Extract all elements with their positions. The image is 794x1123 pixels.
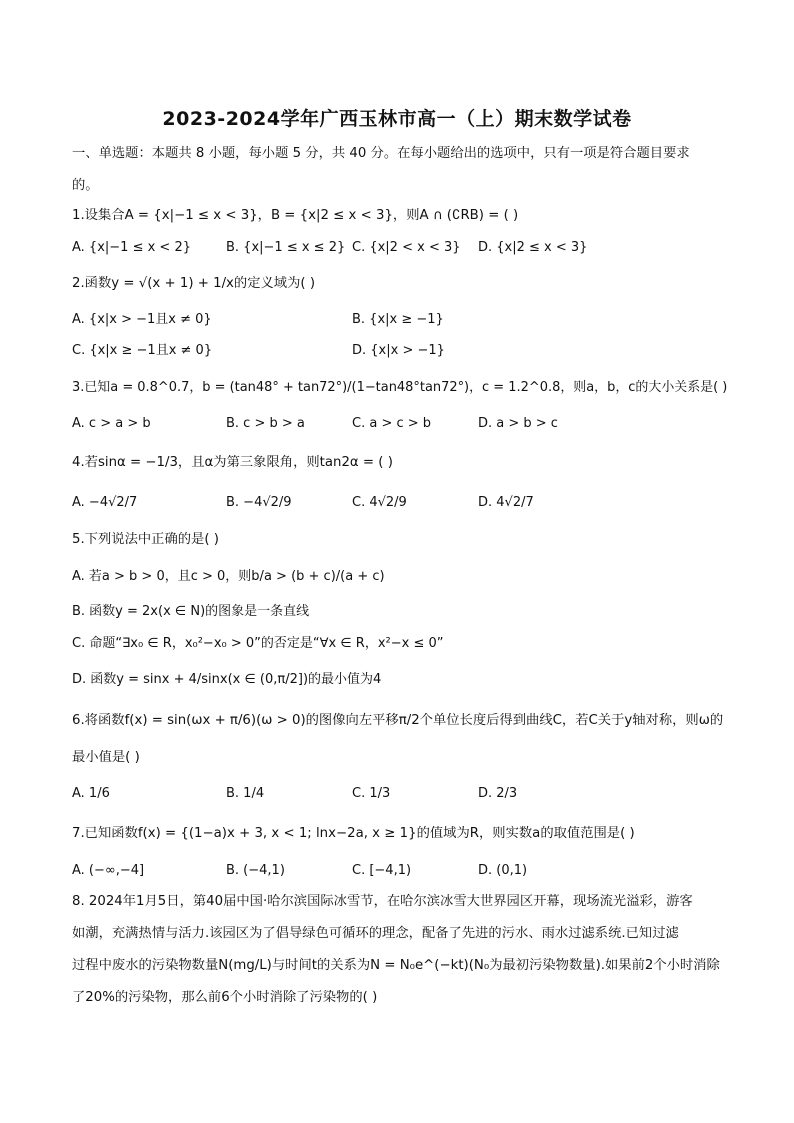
question-7-option-a: A. (−∞,−4] xyxy=(72,863,145,878)
question-8-stem-line-1: 8. 2024年1月5日，第40届中国·哈尔滨国际冰雪节，在哈尔滨冰雪大世界园区开幕，现场流光溢彩，游客 xyxy=(72,894,693,909)
question-4-option-a: A. −4√2/7 xyxy=(72,495,138,510)
question-3-option-c: C. a > c > b xyxy=(352,416,432,431)
question-8-stem-line-3: 过程中废水的污染物数量N(mg/L)与时间t的关系为N = N₀e^(−kt)(N₀为最初污染物数量).如果前2个小时消除 xyxy=(72,958,720,973)
section-heading-line-2: 的。 xyxy=(72,178,99,193)
question-1-option-c: C. {x|2 < x < 3} xyxy=(352,240,461,255)
question-3-option-d: D. a > b > c xyxy=(478,416,558,431)
question-3-option-a: A. c > a > b xyxy=(72,416,151,431)
question-3-stem: 3.已知a = 0.8^0.7，b = (tan48° + tan72°)/(1−tan48°tan72°)，c = 1.2^0.8，则a，b，c的大小关系是( ) xyxy=(72,380,728,395)
question-1-stem: 1.设集合A = {x|−1 ≤ x < 3}，B = {x|2 ≤ x < 3}，则A ∩ (∁RB) = ( ) xyxy=(72,208,519,223)
question-1-option-a: A. {x|−1 ≤ x < 2} xyxy=(72,240,191,255)
question-8-stem-line-2: 如潮，充满热情与活力.该园区为了倡导绿色可循环的理念，配备了先进的污水、雨水过滤系统.已知过滤 xyxy=(72,926,679,941)
question-7-option-b: B. (−4,1) xyxy=(226,863,285,878)
question-7-option-c: C. [−4,1) xyxy=(352,863,412,878)
question-8-stem-line-4: 了20%的污染物，那么前6个小时消除了污染物的( ) xyxy=(72,990,378,1005)
question-4-option-d: D. 4√2/7 xyxy=(478,495,534,510)
question-6-stem-line-1: 6.将函数f(x) = sin(ωx + π/6)(ω > 0)的图像向左平移π/2个单位长度后得到曲线C，若C关于y轴对称，则ω的 xyxy=(72,713,724,728)
section-heading-line-1: 一、单选题：本题共 8 小题，每小题 5 分，共 40 分。在每小题给出的选项中，只有一项是符合题目要求 xyxy=(72,146,690,161)
question-3-option-b: B. c > b > a xyxy=(226,416,305,431)
page-title: 2023-2024学年广西玉林市高一（上）期末数学试卷 xyxy=(162,108,632,130)
question-2-stem: 2.函数y = √(x + 1) + 1/x的定义域为( ) xyxy=(72,276,316,291)
question-2-option-c: C. {x|x ≥ −1且x ≠ 0} xyxy=(72,343,213,358)
question-5-option-b: B. 函数y = 2x(x ∈ N)的图象是一条直线 xyxy=(72,604,310,619)
question-5-option-c: C. 命题“∃x₀ ∈ R，x₀²−x₀ > 0”的否定是“∀x ∈ R，x²−x ≤ 0” xyxy=(72,636,444,651)
question-6-option-c: C. 1/3 xyxy=(352,786,391,801)
question-4-option-b: B. −4√2/9 xyxy=(226,495,292,510)
question-6-option-d: D. 2/3 xyxy=(478,786,518,801)
question-4-stem: 4.若sinα = −1/3，且α为第三象限角，则tan2α = ( ) xyxy=(72,455,393,470)
question-7-option-d: D. (0,1) xyxy=(478,863,528,878)
question-7-stem: 7.已知函数f(x) = {(1−a)x + 3, x < 1; lnx−2a, x ≥ 1}的值域为R，则实数a的取值范围是( ) xyxy=(72,826,635,841)
question-5-stem: 5.下列说法中正确的是( ) xyxy=(72,532,219,547)
question-6-stem-line-2: 最小值是( ) xyxy=(72,750,140,765)
question-2-option-d: D. {x|x > −1} xyxy=(352,343,445,358)
question-4-option-c: C. 4√2/9 xyxy=(352,495,407,510)
question-2-option-b: B. {x|x ≥ −1} xyxy=(352,312,444,327)
question-1-option-b: B. {x|−1 ≤ x ≤ 2} xyxy=(226,240,346,255)
question-2-option-a: A. {x|x > −1且x ≠ 0} xyxy=(72,312,212,327)
question-6-option-b: B. 1/4 xyxy=(226,786,265,801)
question-6-option-a: A. 1/6 xyxy=(72,786,110,801)
question-5-option-a: A. 若a > b > 0，且c > 0，则b/a > (b + c)/(a + c) xyxy=(72,569,385,584)
question-1-option-d: D. {x|2 ≤ x < 3} xyxy=(478,240,588,255)
question-5-option-d: D. 函数y = sinx + 4/sinx(x ∈ (0,π/2])的最小值为4 xyxy=(72,672,382,687)
